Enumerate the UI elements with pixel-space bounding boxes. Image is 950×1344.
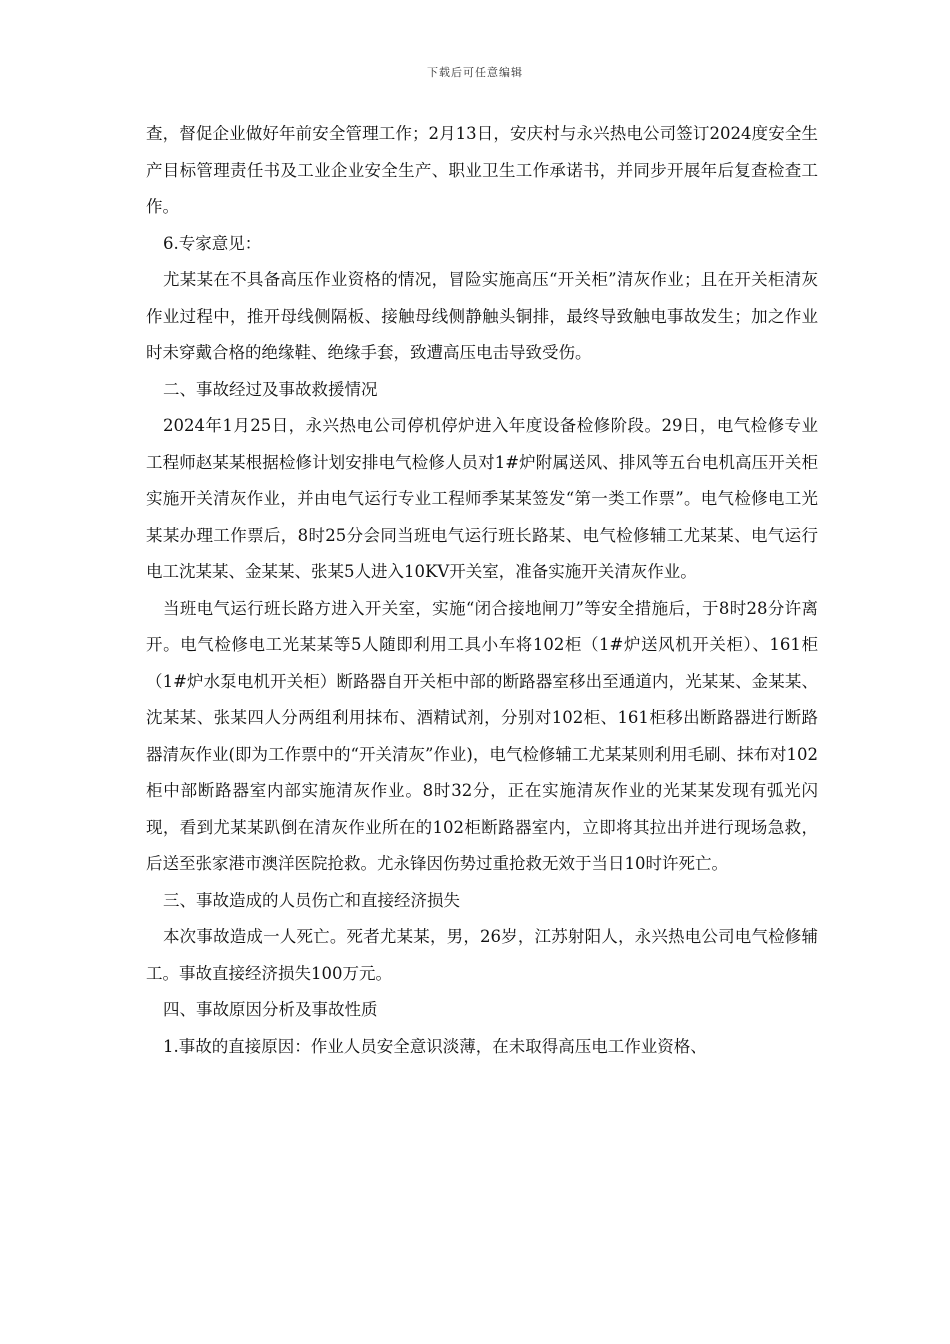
section-heading-cause-analysis: 四、事故原因分析及事故性质: [163, 1000, 378, 1019]
paragraph-expert-opinion: 尤某某在不具备高压作业资格的情况，冒险实施高压“开关柜”清灰作业；且在开关柜清灰作业过程中，推开母线侧隔板、接触母线侧静触头铜排，最终导致触电事故发生；加之作业时未穿戴合格的绝缘鞋、绝缘手套，致遭高压电击导致受伤。: [146, 270, 818, 362]
paragraph-accident-process-1: 2024年1月25日，永兴热电公司停机停炉进入年度设备检修阶段。29日，电气检修专业工程师赵某某根据检修计划安排电气检修人员对1#炉附属送风、排风等五台电机高压开关柜实施开关清灰作业，并由电气运行专业工程师季某某签发“第一类工作票”。电气检修电工光某某办理工作票后，8时25分会同当班电气运行班长路某、电气检修辅工尤某某、电气运行电工沈某某、金某某、张某5人进入10KV开关室，准备实施开关清灰作业。: [146, 416, 818, 581]
paragraph-expert-opinion-heading: 6.专家意见：: [163, 233, 262, 253]
paragraph-direct-cause: 1.事故的直接原因：作业人员安全意识淡薄，在未取得高压电工作业资格、: [163, 1036, 707, 1056]
section-heading-accident-process: 二、事故经过及事故救援情况: [163, 379, 378, 399]
paragraph-accident-process-2: 当班电气运行班长路方进入开关室，实施“闭合接地闸刀”等安全措施后，于8时28分许离开。电气检修电工光某某等5人随即利用工具小车将102柜（1#炉送风机开关柜）、161柜（1#炉水泵电机开关柜）断路器自开关柜中部的断路器室移出至通道内，光某某、金某某、沈某某、张某四人分两组利用抹布、酒精试剂，分别对102柜、161柜移出断路器进行断路器清灰作业(即为工作票中的“开关清灰”作业)，电气检修辅工尤某某则利用毛刷、抹布对102柜中部断路器室内部实施清灰作业。8时32分，正在实施清灰作业的光某某发现有弧光闪现，看到尤某某趴倒在清灰作业所在的102柜断路器室内，立即将其拉出并进行现场急救，后送至张家港市澳洋医院抢救。尤永锋因伤势过重抢救无效于当日10时许死亡。: [146, 598, 818, 873]
paragraph-casualties: 本次事故造成一人死亡。死者尤某某，男，26岁，江苏射阳人，永兴热电公司电气检修辅工。事故直接经济损失100万元。: [146, 927, 818, 983]
paragraph-continuation: 查，督促企业做好年前安全管理工作；2月13日，安庆村与永兴热电公司签订2024度安全生产目标管理责任书及工业企业安全生产、职业卫生工作承诺书，并同步开展年后复查检查工作。: [146, 124, 818, 216]
page-header-note: 下载后可任意编辑: [427, 66, 523, 79]
document-body: [146, 116, 818, 1065]
section-heading-casualties: 三、事故造成的人员伤亡和直接经济损失: [163, 890, 460, 910]
